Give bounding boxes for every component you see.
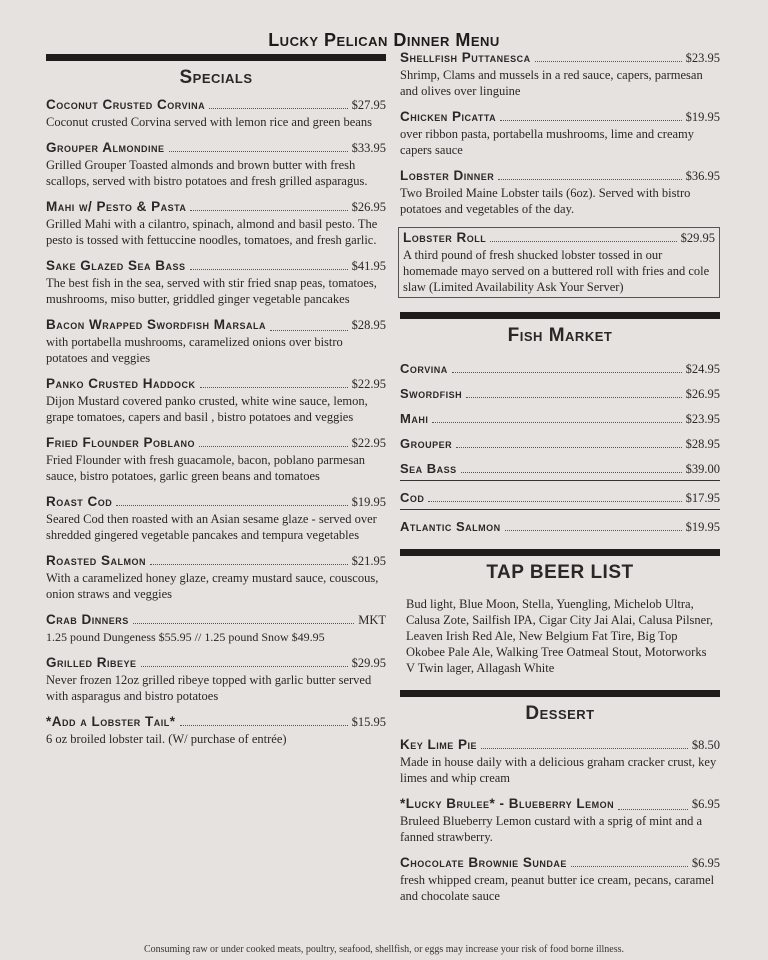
- item-price: $6.95: [691, 797, 720, 811]
- tap-beer-list: Bud light, Blue Moon, Stella, Yuengling, Michelob Ultra, Calusa Zote, Sailfish IPA, Cigar City Jai Alai, Calusa Pilsner, Leaven Irish Red Ale, New Belgium Fat Tire, Big Top Okobee Pale Ale, Walking Tree Oatmeal Stout, Motorworks V Twin lager, Allagash White: [406, 597, 714, 675]
- leader-dots: [461, 462, 682, 473]
- leader-dots: [452, 362, 682, 373]
- leader-dots: [618, 799, 688, 810]
- item-name: Grouper: [400, 436, 453, 451]
- leader-dots: [180, 715, 348, 726]
- specials-divider: [46, 54, 386, 61]
- menu-item: [46, 553, 386, 602]
- menu-item: [400, 109, 720, 158]
- item-description: Two Broiled Maine Lobster tails (6oz). Served with bistro potatoes and vegetables of the day.: [400, 186, 691, 216]
- item-name: Lobster Roll: [403, 230, 487, 245]
- menu-item: [400, 50, 720, 99]
- leader-dots: [141, 656, 348, 667]
- item-description: Seared Cod then roasted with an Asian sesame glaze - served over shredded gingered vegetable pancakes and tempura vegetables: [46, 512, 377, 542]
- item-name: Swordfish: [400, 386, 463, 401]
- menu-item: [46, 612, 386, 645]
- tap-beer-heading: TAP BEER LIST: [486, 562, 634, 583]
- item-name: Cod: [400, 490, 425, 505]
- menu-item: [46, 376, 386, 425]
- item-price: $19.95: [351, 495, 386, 509]
- food-safety-disclaimer: Consuming raw or under cooked meats, poultry, seafood, shellfish, or eggs may increase your risk of food borne illness.: [143, 944, 625, 955]
- item-price: $29.95: [351, 656, 386, 670]
- item-description: Grilled Mahi with a cilantro, spinach, almond and basil pesto. The pesto is tossed with fettuccine noodles, tomatoes, and fresh garlic.: [46, 217, 378, 247]
- item-description: 6 oz broiled lobster tail. (W/ purchase of entrée): [46, 732, 287, 746]
- item-name: *Add a Lobster Tail*: [46, 714, 176, 729]
- item-name: Fried Flounder Poblano: [46, 435, 195, 450]
- menu-item: [400, 168, 720, 217]
- fish-market-row: [400, 490, 720, 510]
- item-name: Crab Dinners: [46, 612, 129, 627]
- item-description: fresh whipped cream, peanut butter ice cream, pecans, caramel and chocolate sauce: [400, 873, 715, 903]
- item-name: Roast Cod: [46, 494, 113, 509]
- item-price: $19.95: [685, 110, 720, 124]
- item-name: Bacon Wrapped Swordfish Marsala: [46, 317, 266, 332]
- item-description: Never frozen 12oz grilled ribeye topped with garlic butter served with asparagus and bistro potatoes: [46, 673, 372, 703]
- fish-market-row: [400, 386, 720, 402]
- dessert-heading: Dessert: [525, 703, 595, 724]
- menu-item: [400, 855, 720, 904]
- fish-market-row: [400, 361, 720, 377]
- leader-dots: [490, 231, 676, 242]
- item-name: Chicken Picatta: [400, 109, 497, 124]
- leader-dots: [270, 320, 348, 331]
- leader-dots: [500, 110, 681, 121]
- leader-dots: [169, 141, 348, 152]
- menu-item: [46, 199, 386, 248]
- leader-dots: [150, 554, 348, 565]
- specials-heading: Specials: [179, 67, 253, 88]
- item-price: $23.95: [685, 51, 720, 65]
- leader-dots: [133, 613, 354, 624]
- item-price: $21.95: [351, 554, 386, 568]
- leader-dots: [535, 51, 682, 62]
- item-description: Coconut crusted Corvina served with lemon rice and green beans: [46, 115, 372, 129]
- item-price: $33.95: [351, 141, 386, 155]
- menu-item: [46, 97, 386, 130]
- fish-market-row: [400, 436, 720, 452]
- item-price: $22.95: [351, 436, 386, 450]
- item-description: A third pound of fresh shucked lobster tossed in our homemade mayo served on a buttered roll with fries and cole slaw (Limited Availability Ask Your Server): [403, 248, 710, 294]
- fish-market-row: [400, 461, 720, 481]
- menu-item: [46, 714, 386, 747]
- leader-dots: [466, 387, 681, 398]
- leader-dots: [432, 412, 681, 423]
- leader-dots: [116, 495, 347, 506]
- item-price: $19.95: [685, 520, 720, 534]
- fish-market-row: [400, 411, 720, 427]
- item-description: 1.25 pound Dungeness $55.95 // 1.25 pound Snow $49.95: [46, 630, 325, 644]
- menu-item: [46, 435, 386, 484]
- item-description: The best fish in the sea, served with stir fried snap peas, tomatoes, mushrooms, miso butter, griddled ginger vegetable pancakes: [46, 276, 377, 306]
- item-name: *Lucky Brulee* - Blueberry Lemon: [400, 796, 615, 811]
- menu-item: [46, 655, 386, 704]
- item-price: $26.95: [685, 387, 720, 401]
- menu-item: [46, 494, 386, 543]
- leader-dots: [498, 169, 681, 180]
- item-name: Grouper Almondine: [46, 140, 165, 155]
- item-description: over ribbon pasta, portabella mushrooms, lime and creamy capers sauce: [400, 127, 695, 157]
- specials-column: [46, 54, 386, 757]
- item-name: Corvina: [400, 361, 448, 376]
- menu-item: [46, 317, 386, 366]
- item-name: Atlantic Salmon: [400, 519, 501, 534]
- item-name: Mahi w/ Pesto & Pasta: [46, 199, 187, 214]
- item-name: Lobster Dinner: [400, 168, 495, 183]
- right-column: [400, 50, 720, 914]
- item-name: Coconut Crusted Corvina: [46, 97, 206, 112]
- item-price: $17.95: [685, 491, 720, 505]
- lobster-roll-box: [398, 227, 720, 298]
- menu-title: Lucky Pelican Dinner Menu: [268, 30, 500, 50]
- item-name: Panko Crusted Haddock: [46, 376, 196, 391]
- item-price: MKT: [358, 613, 386, 627]
- menu-item: [46, 258, 386, 307]
- item-description: Grilled Grouper Toasted almonds and brown butter with fresh scallops, served with bistro potatoes and fresh grilled asparagus.: [46, 158, 368, 188]
- item-price: $28.95: [351, 318, 386, 332]
- item-name: Roasted Salmon: [46, 553, 147, 568]
- item-name: Shellfish Puttanesca: [400, 50, 531, 65]
- item-name: Chocolate Brownie Sundae: [400, 855, 567, 870]
- leader-dots: [571, 856, 688, 867]
- tap-beer-divider: [400, 549, 720, 556]
- leader-dots: [190, 259, 348, 270]
- menu-item: [400, 737, 720, 786]
- item-description: Dijon Mustard covered panko crusted, white wine sauce, lemon, grape tomatoes, capers and basil , bistro potatoes and veggies: [46, 394, 368, 424]
- item-description: with portabella mushrooms, caramelized onions over bistro potatoes and veggies: [46, 335, 343, 365]
- leader-dots: [200, 377, 348, 388]
- item-price: $26.95: [351, 200, 386, 214]
- item-description: Shrimp, Clams and mussels in a red sauce, capers, parmesan and olives over linguine: [400, 68, 703, 98]
- item-price: $8.50: [691, 738, 720, 752]
- fish-market-divider: [400, 312, 720, 319]
- item-price: $22.95: [351, 377, 386, 391]
- item-name: Key Lime Pie: [400, 737, 478, 752]
- item-description: Fried Flounder with fresh guacamole, bacon, poblano parmesan sauce, bistro potatoes, garlic green beans and tomatoes: [46, 453, 366, 483]
- item-name: Grilled Ribeye: [46, 655, 137, 670]
- fish-market-heading: Fish Market: [507, 325, 613, 346]
- leader-dots: [456, 437, 682, 448]
- item-price: $41.95: [351, 259, 386, 273]
- leader-dots: [505, 520, 682, 531]
- menu-item: [400, 796, 720, 845]
- item-description: Bruleed Blueberry Lemon custard with a sprig of mint and a fanned strawberry.: [400, 814, 703, 844]
- leader-dots: [199, 436, 348, 447]
- leader-dots: [209, 98, 348, 109]
- item-description: Made in house daily with a delicious graham cracker crust, key limes and whip cream: [400, 755, 717, 785]
- item-price: $36.95: [685, 169, 720, 183]
- item-name: Mahi: [400, 411, 429, 426]
- leader-dots: [428, 491, 681, 502]
- leader-dots: [190, 200, 347, 211]
- dessert-divider: [400, 690, 720, 697]
- fish-market-row: [400, 519, 720, 535]
- item-price: $28.95: [685, 437, 720, 451]
- item-price: $24.95: [685, 362, 720, 376]
- item-price: $6.95: [691, 856, 720, 870]
- leader-dots: [481, 738, 688, 749]
- item-name: Sea Bass: [400, 461, 457, 476]
- item-price: $23.95: [685, 412, 720, 426]
- item-price: $29.95: [680, 231, 715, 245]
- item-price: $39.00: [685, 462, 720, 476]
- item-description: With a caramelized honey glaze, creamy mustard sauce, couscous, onion straws and veggies: [46, 571, 379, 601]
- menu-item: [46, 140, 386, 189]
- item-name: Sake Glazed Sea Bass: [46, 258, 186, 273]
- item-price: $15.95: [351, 715, 386, 729]
- item-price: $27.95: [351, 98, 386, 112]
